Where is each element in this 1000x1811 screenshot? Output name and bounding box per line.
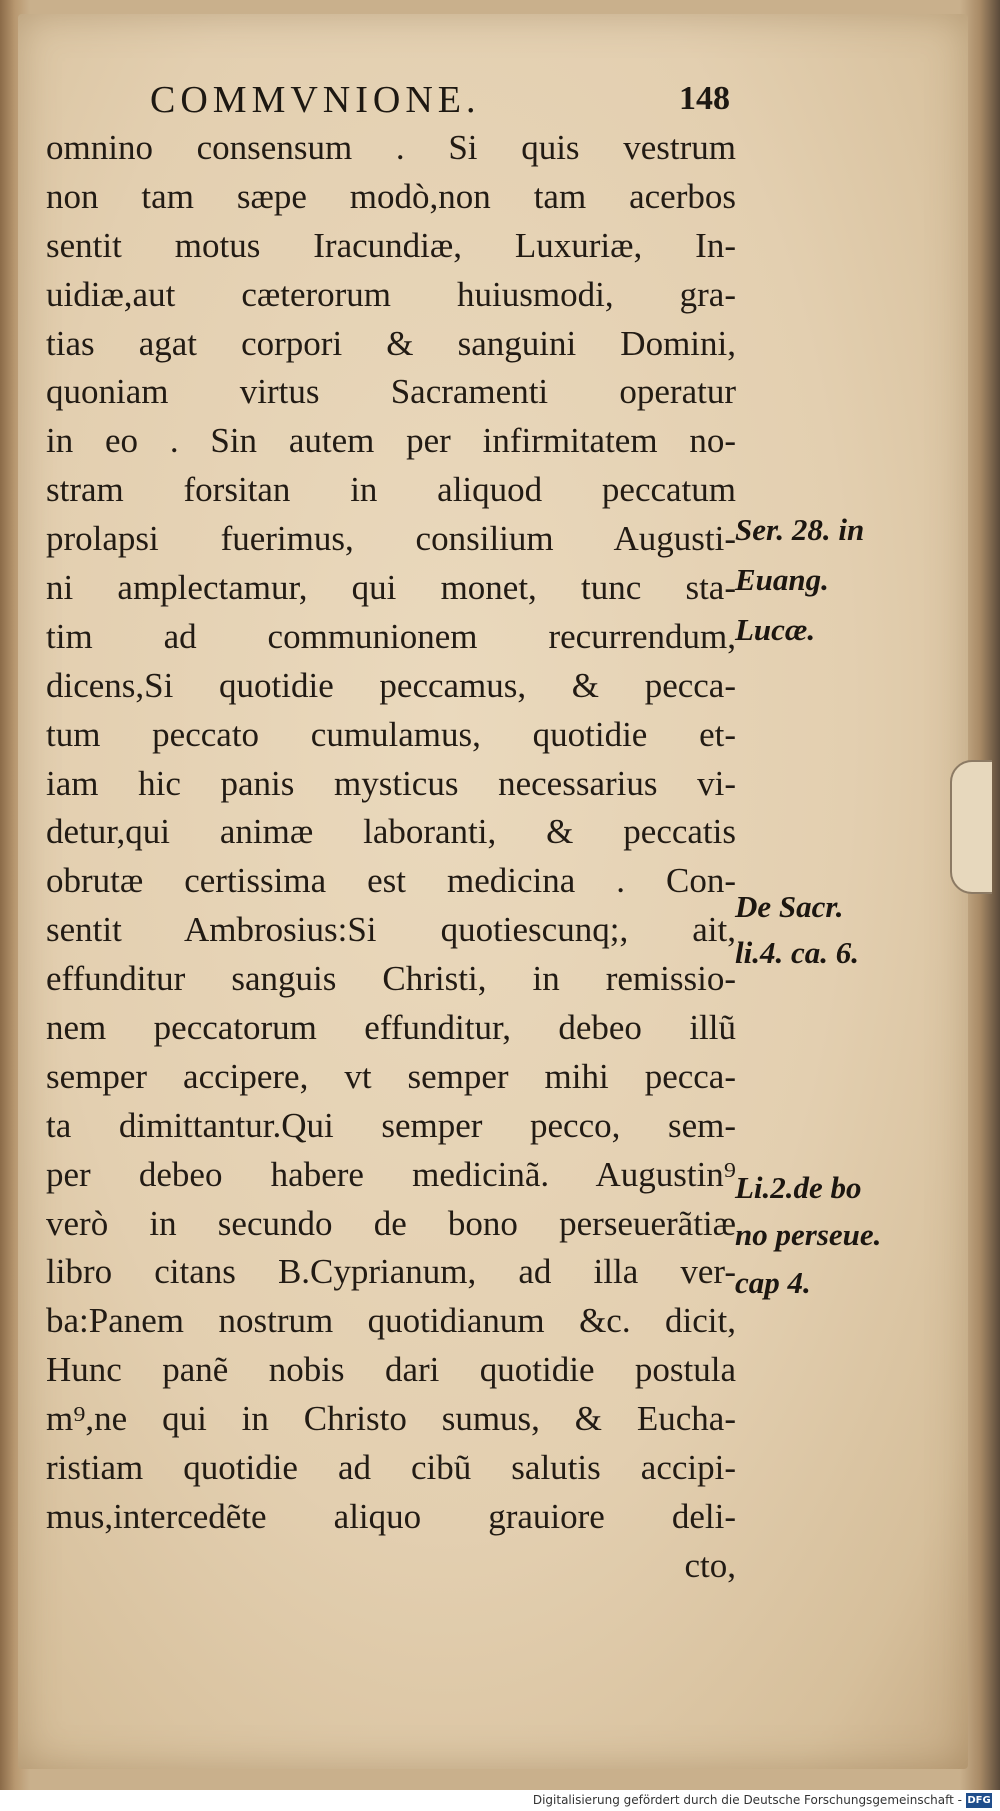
text-line: detur,qui animæ laboranti, & peccatis: [46, 812, 736, 852]
text-line: verò in secundo de bono perseuerãtiæ: [46, 1203, 736, 1243]
text-line: obrutæ certissima est medicina . Con-: [46, 861, 736, 901]
text-line: tias agat corpori & sanguini Domini,: [46, 323, 736, 363]
text-line: effunditur sanguis Christi, in remissio-: [46, 959, 736, 999]
text-line: sentit Ambrosius:Si quotiescunq;, ait,: [46, 910, 736, 950]
text-line: per debeo habere medicinã. Augustin⁹: [46, 1154, 736, 1194]
text-line: non tam sæpe modò,non tam acerbos: [46, 176, 736, 216]
text-line: libro citans B.Cyprianum, ad illa ver-: [46, 1252, 736, 1292]
margin-note: De Sacr.: [735, 889, 844, 924]
page-number: 148: [679, 80, 730, 117]
margin-notes: [735, 0, 905, 1811]
text-line: ni amplectamur, qui monet, tunc sta-: [46, 568, 736, 608]
text-line: cto,: [684, 1545, 736, 1585]
text-line: quoniam virtus Sacramenti operatur: [46, 372, 736, 412]
text-line: sentit motus Iracundiæ, Luxuriæ, In-: [46, 225, 736, 265]
text-line: tum peccato cumulamus, quotidie et-: [46, 714, 736, 754]
margin-note: Ser. 28. in: [735, 512, 865, 547]
text-line: m⁹,ne qui in Christo sumus, & Eucha-: [46, 1399, 736, 1439]
text-line: ristiam quotidie ad cibũ salutis accipi-: [46, 1448, 736, 1488]
footer-credit: Digitalisierung gefördert durch die Deutsche Forschungsgemeinschaft -: [532, 1793, 962, 1807]
text-line: nem peccatorum effunditur, debeo illũ: [46, 1008, 736, 1048]
footer-bar: [0, 1790, 1000, 1811]
text-line: dicens,Si quotidie peccamus, & pecca-: [46, 665, 736, 705]
margin-note: Lucæ.: [735, 612, 816, 647]
text-line: omnino consensum . Si quis vestrum: [46, 128, 736, 167]
text-line: stram forsitan in aliquod peccatum: [46, 470, 736, 510]
text-line: prolapsi fuerimus, consilium Augusti-: [46, 519, 736, 559]
text-line: mus,intercedẽte aliquo grauiore deli-: [46, 1496, 736, 1536]
running-head: COMMVNIONE.: [150, 79, 481, 121]
text-line: in eo . Sin autem per infirmitatem no-: [46, 421, 736, 461]
body-text: [46, 124, 736, 1591]
margin-note: no perseue.: [735, 1217, 882, 1252]
text-line: Hunc panẽ nobis dari quotidie postula: [46, 1350, 736, 1390]
text-line: uidiæ,aut cæterorum huiusmodi, gra-: [46, 274, 736, 314]
text-line: ta dimittantur.Qui semper pecco, sem-: [46, 1105, 736, 1145]
dfg-logo: DFG: [967, 1795, 991, 1806]
page-tab: [950, 760, 992, 894]
page-header: [150, 78, 730, 130]
margin-note: li.4. ca. 6.: [735, 935, 859, 970]
text-line: iam hic panis mysticus necessarius vi-: [46, 763, 736, 803]
margin-note: Li.2.de bo: [735, 1170, 862, 1205]
text-line: ba:Panem nostrum quotidianum &c. dicit,: [46, 1301, 736, 1341]
margin-note: Euang.: [735, 562, 829, 597]
text-line: semper accipere, vt semper mihi pecca-: [46, 1056, 736, 1096]
text-line: tim ad communionem recurrendum,: [46, 616, 736, 656]
margin-note: cap 4.: [735, 1265, 811, 1300]
